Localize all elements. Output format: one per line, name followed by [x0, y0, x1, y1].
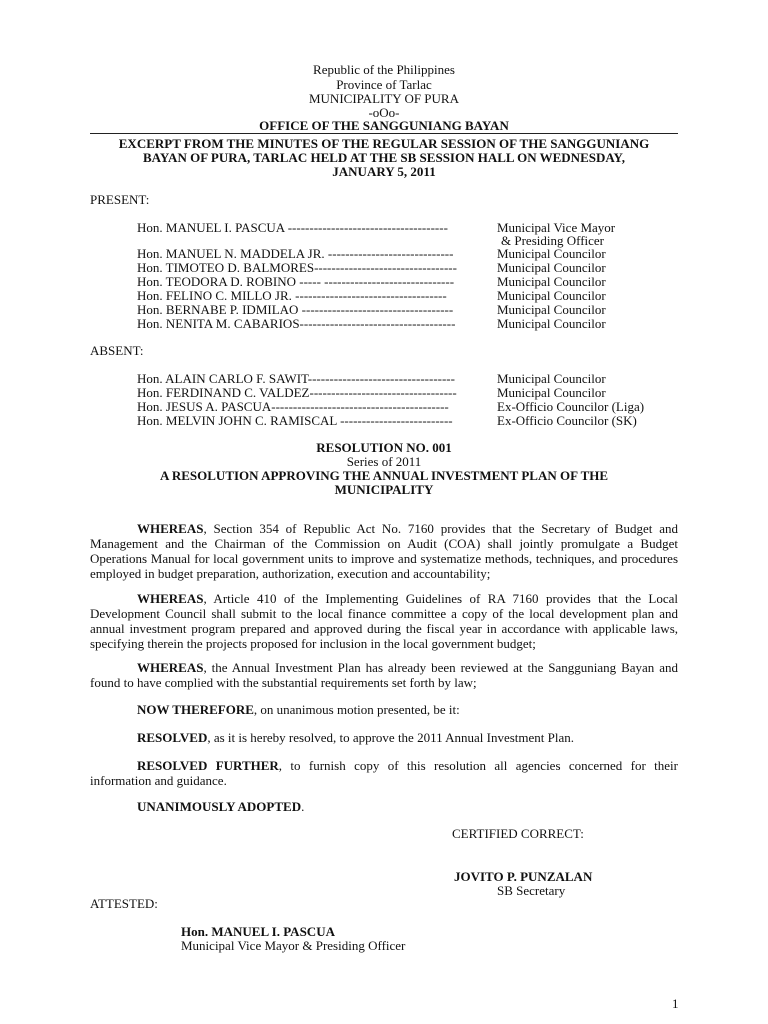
present-member-name: Hon. MANUEL I. PASCUA ------------------------------------- [137, 220, 448, 235]
attesting-officer-name: Hon. MANUEL I. PASCUA [181, 924, 335, 939]
paragraph-text: , to furnish copy of this resolution all agencies concerned for their information and guidance. [90, 758, 678, 788]
paragraph-text: , as it is hereby resolved, to approve the 2011 Annual Investment Plan. [207, 730, 575, 745]
excerpt-line-2: BAYAN OF PURA, TARLAC HELD AT THE SB SESSION HALL ON WEDNESDAY, [143, 150, 625, 165]
paragraph-keyword: RESOLVED FURTHER [137, 758, 279, 773]
resolved-paragraph [90, 730, 678, 745]
page-number: 1 [672, 996, 679, 1011]
absent-member-role: Municipal Councilor [497, 371, 606, 386]
paragraph-text: , the Annual Investment Plan has already been reviewed at the Sangguniang Bayan and found to have complied with the substantial requirements set forth by law; [90, 660, 678, 690]
secretary-name: JOVITO P. PUNZALAN [454, 869, 593, 884]
present-member-role-2: & Presiding Officer [501, 233, 605, 248]
whereas-paragraph-2 [90, 591, 678, 651]
absent-member-name: Hon. JESUS A. PASCUA----------------------------------------- [137, 399, 449, 414]
unanimously-adopted-paragraph [90, 799, 678, 814]
absent-member-name: Hon. ALAIN CARLO F. SAWIT---------------------------------- [137, 371, 455, 386]
resolution-number: RESOLUTION NO. 001 [316, 440, 452, 455]
attesting-officer-title: Municipal Vice Mayor & Presiding Officer [181, 938, 406, 953]
paragraph-keyword: WHEREAS [137, 591, 204, 606]
present-member-role: Municipal Vice Mayor [497, 220, 616, 235]
present-member-role: Municipal Councilor [497, 274, 606, 289]
excerpt-line-3: JANUARY 5, 2011 [332, 164, 436, 179]
present-member-role: Municipal Councilor [497, 288, 606, 303]
absent-member-role: Ex-Officio Councilor (SK) [497, 413, 637, 428]
paragraph-keyword: WHEREAS [137, 660, 204, 675]
absent-member-name: Hon. FERDINAND C. VALDEZ---------------------------------- [137, 385, 457, 400]
present-member-name: Hon. TIMOTEO D. BALMORES--------------------------------- [137, 260, 457, 275]
header-rule [90, 133, 678, 134]
present-label: PRESENT: [90, 192, 150, 207]
present-member-role: Municipal Councilor [497, 260, 606, 275]
whereas-paragraph-1 [90, 521, 678, 581]
paragraph-keyword: RESOLVED [137, 730, 208, 745]
present-member-name: Hon. TEODORA D. ROBINO ----- ------------------------------ [137, 274, 455, 289]
header-municipality: MUNICIPALITY OF PURA [308, 91, 459, 106]
header-republic: Republic of the Philippines [313, 62, 455, 77]
present-member-role: Municipal Councilor [497, 316, 606, 331]
resolution-title-line-2: MUNICIPALITY [334, 482, 434, 497]
present-member-name: Hon. NENITA M. CABARIOS------------------------------------ [137, 316, 456, 331]
certified-correct-label: CERTIFIED CORRECT: [452, 826, 584, 841]
resolution-series: Series of 2011 [346, 454, 422, 469]
absent-member-role: Municipal Councilor [497, 385, 606, 400]
excerpt-line-1: EXCERPT FROM THE MINUTES OF THE REGULAR SESSION OF THE SANGGUNIANG [118, 136, 650, 151]
paragraph-keyword: UNANIMOUSLY ADOPTED [137, 799, 302, 814]
attested-label: ATTESTED: [90, 896, 158, 911]
paragraph-text: , on unanimous motion presented, be it: [253, 702, 460, 717]
present-member-role: Municipal Councilor [497, 302, 606, 317]
absent-label: ABSENT: [90, 343, 144, 358]
present-member-name: Hon. MANUEL N. MADDELA JR. ----------------------------- [137, 246, 454, 261]
absent-member-role: Ex-Officio Councilor (Liga) [497, 399, 645, 414]
absent-member-name: Hon. MELVIN JOHN C. RAMISCAL -------------------------- [137, 413, 453, 428]
header-province: Province of Tarlac [336, 77, 432, 92]
paragraph-text: , Article 410 of the Implementing Guidelines of RA 7160 provides that the Local Development Council shall submit to the local finance committee a copy of the local development plan and annual investment program prepared and approved during the fiscal year in accordance with applicable laws, specifying therein the projects proposed for inclusion in the local government budget; [90, 591, 678, 651]
present-member-name: Hon. FELINO C. MILLO JR. ----------------------------------- [137, 288, 447, 303]
resolved-further-paragraph [90, 758, 678, 788]
whereas-paragraph-3 [90, 660, 678, 690]
present-member-role: Municipal Councilor [497, 246, 606, 261]
header-ornament: -oOo- [368, 105, 400, 120]
paragraph-keyword: WHEREAS [137, 521, 204, 536]
resolution-title-line-1: A RESOLUTION APPROVING THE ANNUAL INVESTMENT PLAN OF THE [159, 468, 609, 483]
secretary-title: SB Secretary [497, 883, 566, 898]
paragraph-text: . [301, 799, 305, 814]
paragraph-text: , Section 354 of Republic Act No. 7160 provides that the Secretary of Budget and Management and the Chairman of the Commission on Audit (COA) shall jointly promulgate a Budget Operations Manual for local government units to improve and systematize methods, techniques, and procedures employed in budget preparation, authorization, execution and accountability; [90, 521, 678, 581]
paragraph-keyword: NOW THEREFORE [137, 702, 254, 717]
present-member-name: Hon. BERNABE P. IDMILAO ----------------------------------- [137, 302, 454, 317]
header-office: OFFICE OF THE SANGGUNIANG BAYAN [259, 118, 509, 133]
now-therefore-paragraph [90, 702, 678, 717]
